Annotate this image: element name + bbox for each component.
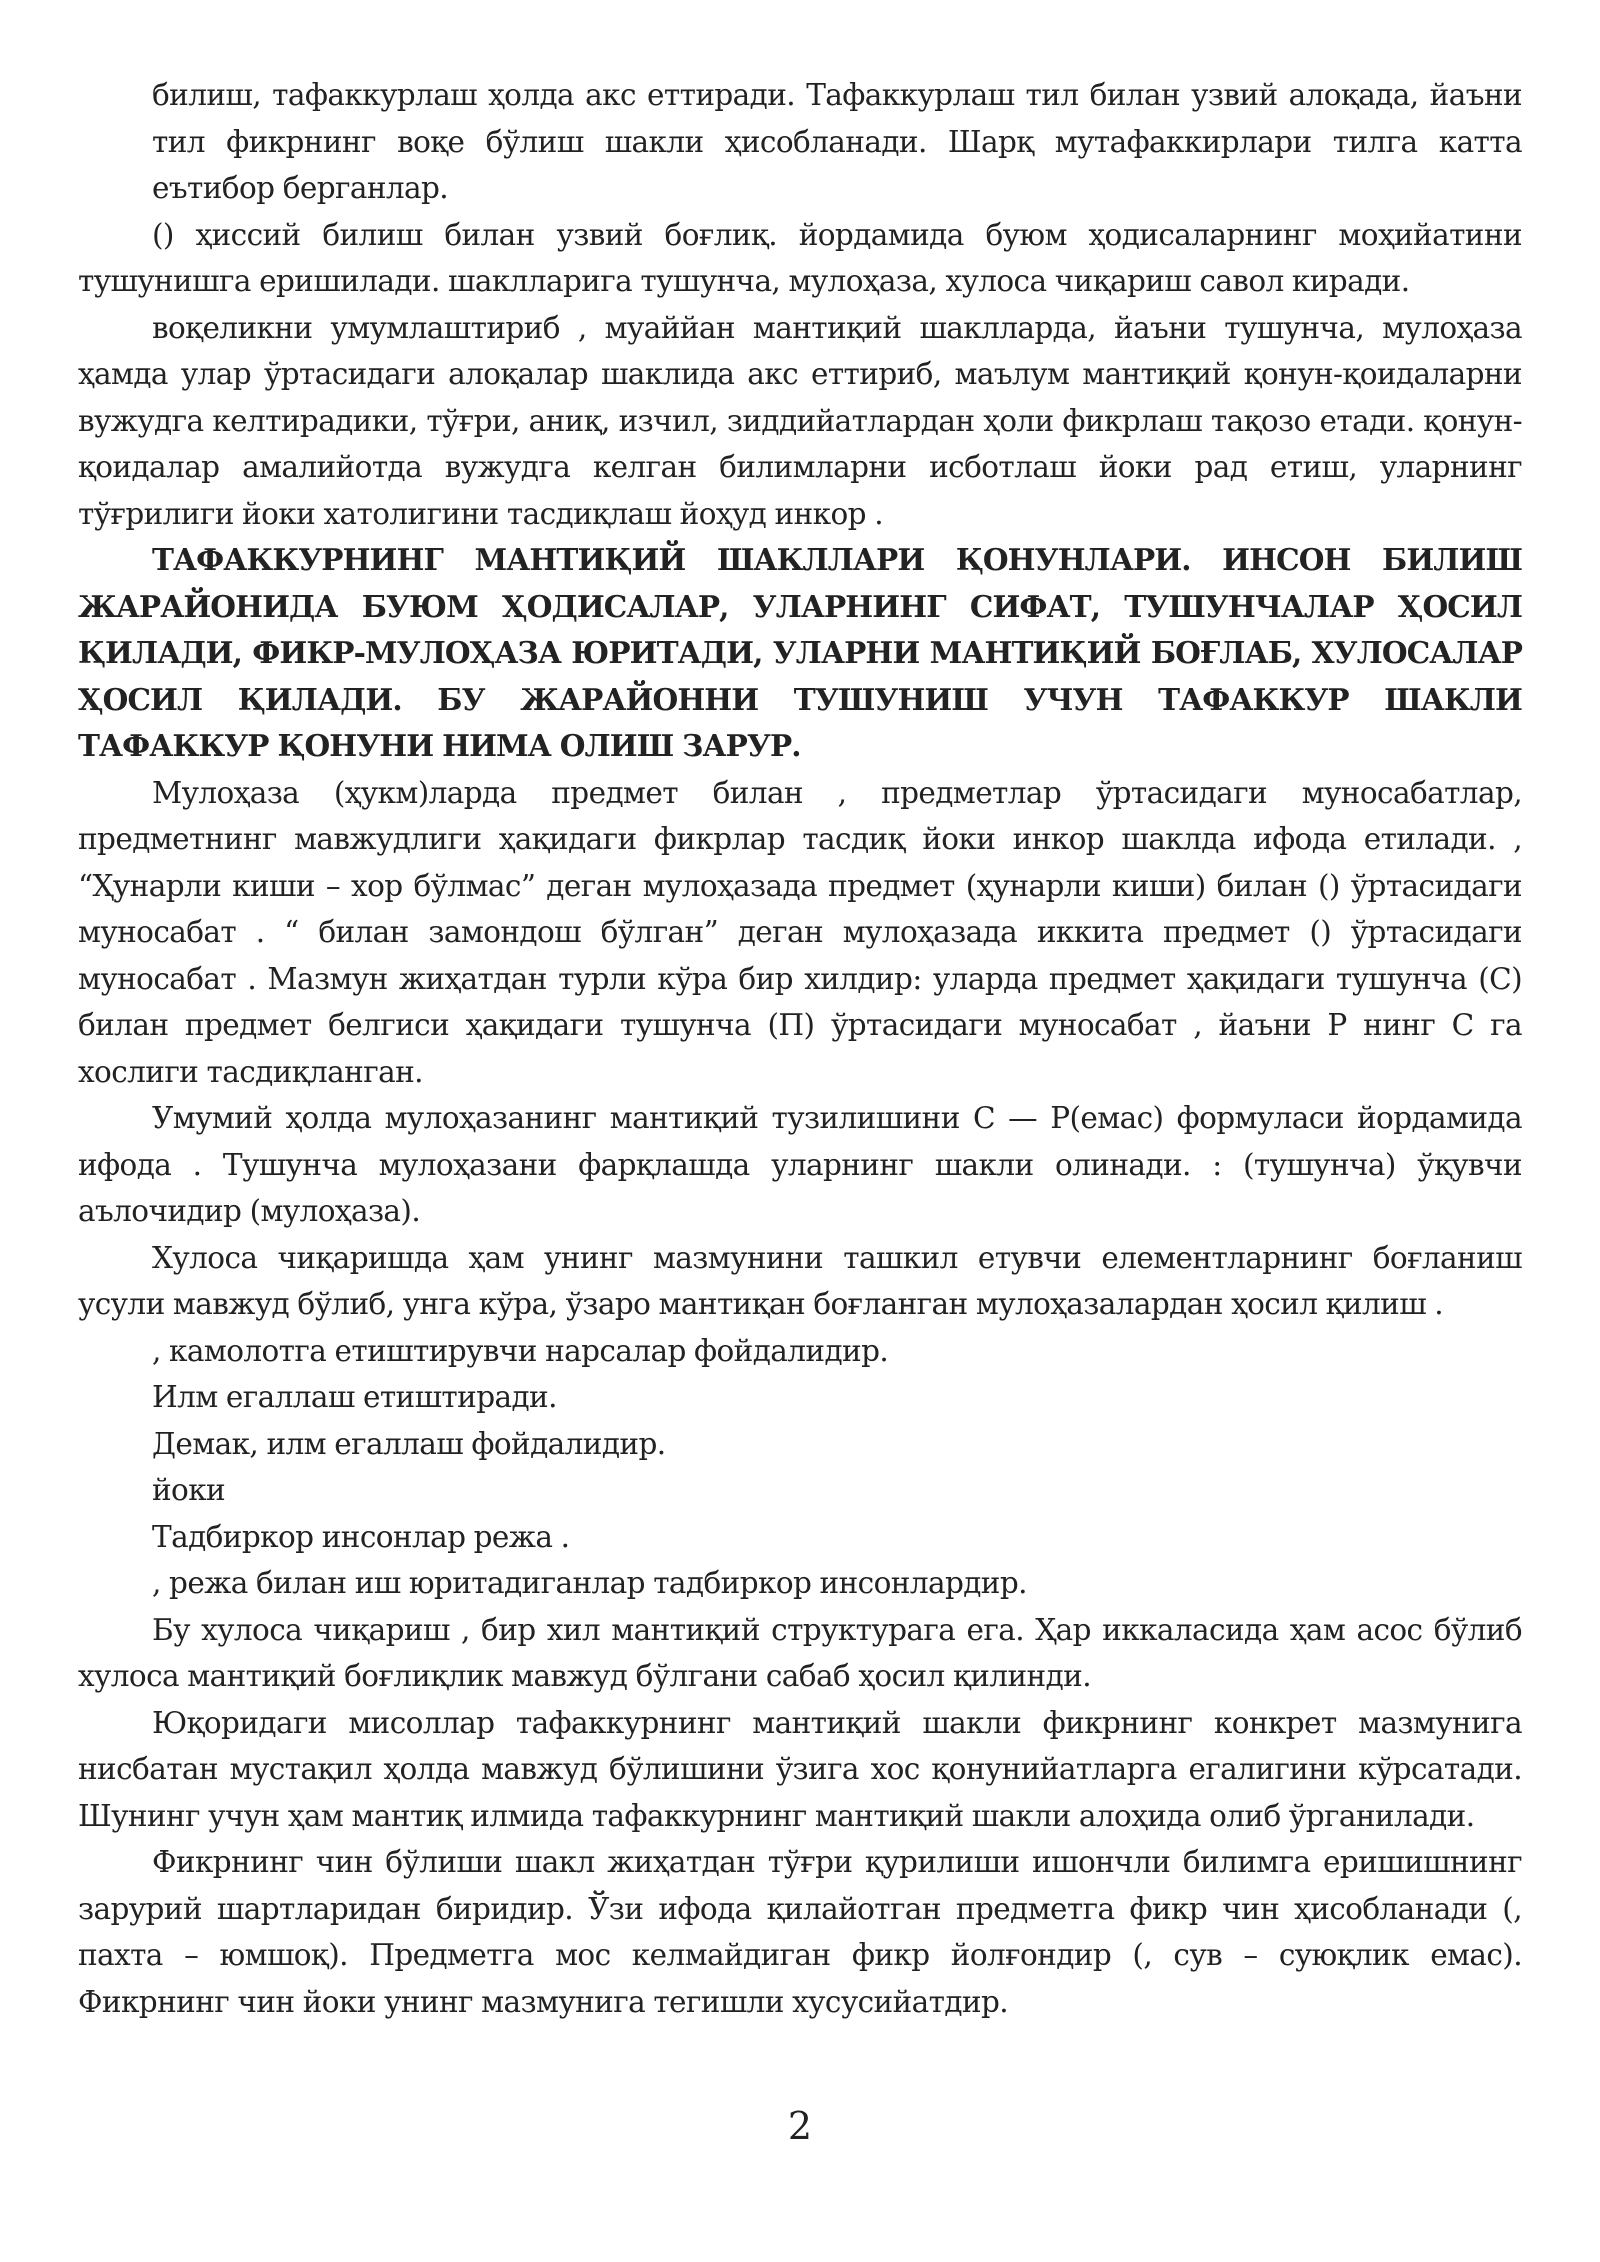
page-number: 2 [787, 2104, 813, 2148]
syllogism-line: Тадбиркор инсонлар режа . [152, 1519, 570, 1554]
paragraph: Фикрнинг чин бўлиши шакл жиҳатдан тўғри қурилиши ишончли билимга еришишнинг зарурий шартларидан биридир. Ўзи ифода қилайотган предметга фикр чин ҳисобланади (, пахта – юмшоқ). Предметга мос келмайдиган фикр йолғондир (, сув – суюқлик емас). Фикрнинг чин йоки унинг мазмунига тегишли хусусийатдир. [78, 1845, 1522, 2019]
syllogism-line: Демак, илм егаллаш фойдалидир. [152, 1426, 666, 1461]
syllogism-line: Илм егаллаш етиштиради. [152, 1380, 557, 1414]
paragraph: Хулоса чиқаришда ҳам унинг мазмунини ташкил етувчи елементларнинг боғланиш усули мавжуд бўлиб, унга кўра, ўзаро мантиқан боғланган мулоҳазалардан ҳосил қилиш . [78, 1240, 1522, 1321]
syllogism-line: , камолотга етиштирувчи нарсалар фойдалидир. [152, 1333, 889, 1368]
paragraph: Юқоридаги мисоллар тафаккурнинг мантиқий шакли фикрнинг конкрет мазмунига нисбатан мустақил ҳолда мавжуд бўлишини ўзига хос қонунийатларга егалигини кўрсатади. Шунинг учун ҳам мантиқ илмида тафаккурнинг мантиқий шакли алоҳида олиб ўрганилади. [78, 1705, 1522, 1833]
document-body [78, 72, 1522, 2025]
paragraph-continuation: билиш, тафаккурлаш ҳолда акс еттиради. Тафаккурлаш тил билан узвий алоқада, йаъни тил фикрнинг воқе бўлиш шакли ҳисобланади. Шарқ мутафаккирлари тилга катта еътибор берганлар. [152, 78, 1522, 205]
syllogism-line: , режа билан иш юритадиганлар тадбиркор инсонлардир. [152, 1566, 1027, 1600]
paragraph: () ҳиссий билиш билан узвий боғлиқ. йордамида буюм ҳодисаларнинг моҳийатини тушунишга еришилади. шаклларига тушунча, мулоҳаза, хулоса чиқариш савол киради. [78, 217, 1522, 298]
syllogism-line: йоки [152, 1473, 226, 1507]
bold-heading-paragraph: ТАФАККУРНИНГ МАНТИҚИЙ ШАКЛЛАРИ ҚОНУНЛАРИ. ИНСОН БИЛИШ ЖАРАЙОНИДА БУЮМ ҲОДИСАЛАР, УЛАРНИНГ СИФАТ, ТУШУНЧАЛАР ҲОСИЛ ҚИЛАДИ, ФИКР-МУЛОҲАЗА ЮРИТАДИ, УЛАРНИ МАНТИҚИЙ БОҒЛАБ, ХУЛОСАЛАР ҲОСИЛ ҚИЛАДИ. БУ ЖАРАЙОННИ ТУШУНИШ УЧУН ТАФАККУР ШАКЛИ ТАФАККУР ҚОНУНИ НИМА ОЛИШ ЗАРУР. [78, 542, 1522, 763]
paragraph: Мулоҳаза (ҳукм)ларда предмет билан , предметлар ўртасидаги муносабатлар, предметнинг мавжудлиги ҳақидаги фикрлар тасдиқ йоки инкор шаклда ифода етилади. , “Ҳунарли киши – хор бўлмас” деган мулоҳазада предмет (ҳунарли киши) билан () ўртасидаги муносабат . “ билан замондош бўлган” деган мулоҳазада иккита предмет () ўртасидаги муносабат . Мазмун жиҳатдан турли кўра бир хилдир: уларда предмет ҳақидаги тушунча (С) билан предмет белгиси ҳақидаги тушунча (П) ўртасидаги муносабат , йаъни Р нинг С га хослиги тасдиқланган. [78, 775, 1522, 1089]
paragraph: Умумий ҳолда мулоҳазанинг мантиқий тузилишини С — Р(емас) формуласи йордамида ифода . Тушунча мулоҳазани фарқлашда уларнинг шакли олинади. : (тушунча) ўқувчи аълочидир (мулоҳаза). [78, 1101, 1522, 1228]
paragraph: воқеликни умумлаштириб , муаййан мантиқий шаклларда, йаъни тушунча, мулоҳаза ҳамда улар ўртасидаги алоқалар шаклида акс еттириб, маълум мантиқий қонун-қоидаларни вужудга келтирадики, тўғри, аниқ, изчил, зиддийатлардан ҳоли фикрлаш тақозо етади. қонун-қоидалар амалийотда вужудга келган билимларни исботлаш йоки рад етиш, уларнинг тўғрилиги йоки хатолигини тасдиқлаш йоҳуд инкор . [78, 310, 1522, 531]
paragraph: Бу хулоса чиқариш , бир хил мантиқий структурага ега. Ҳар иккаласида ҳам асос бўлиб хулоса мантиқий боғлиқлик мавжуд бўлгани сабаб ҳосил қилинди. [78, 1612, 1522, 1693]
